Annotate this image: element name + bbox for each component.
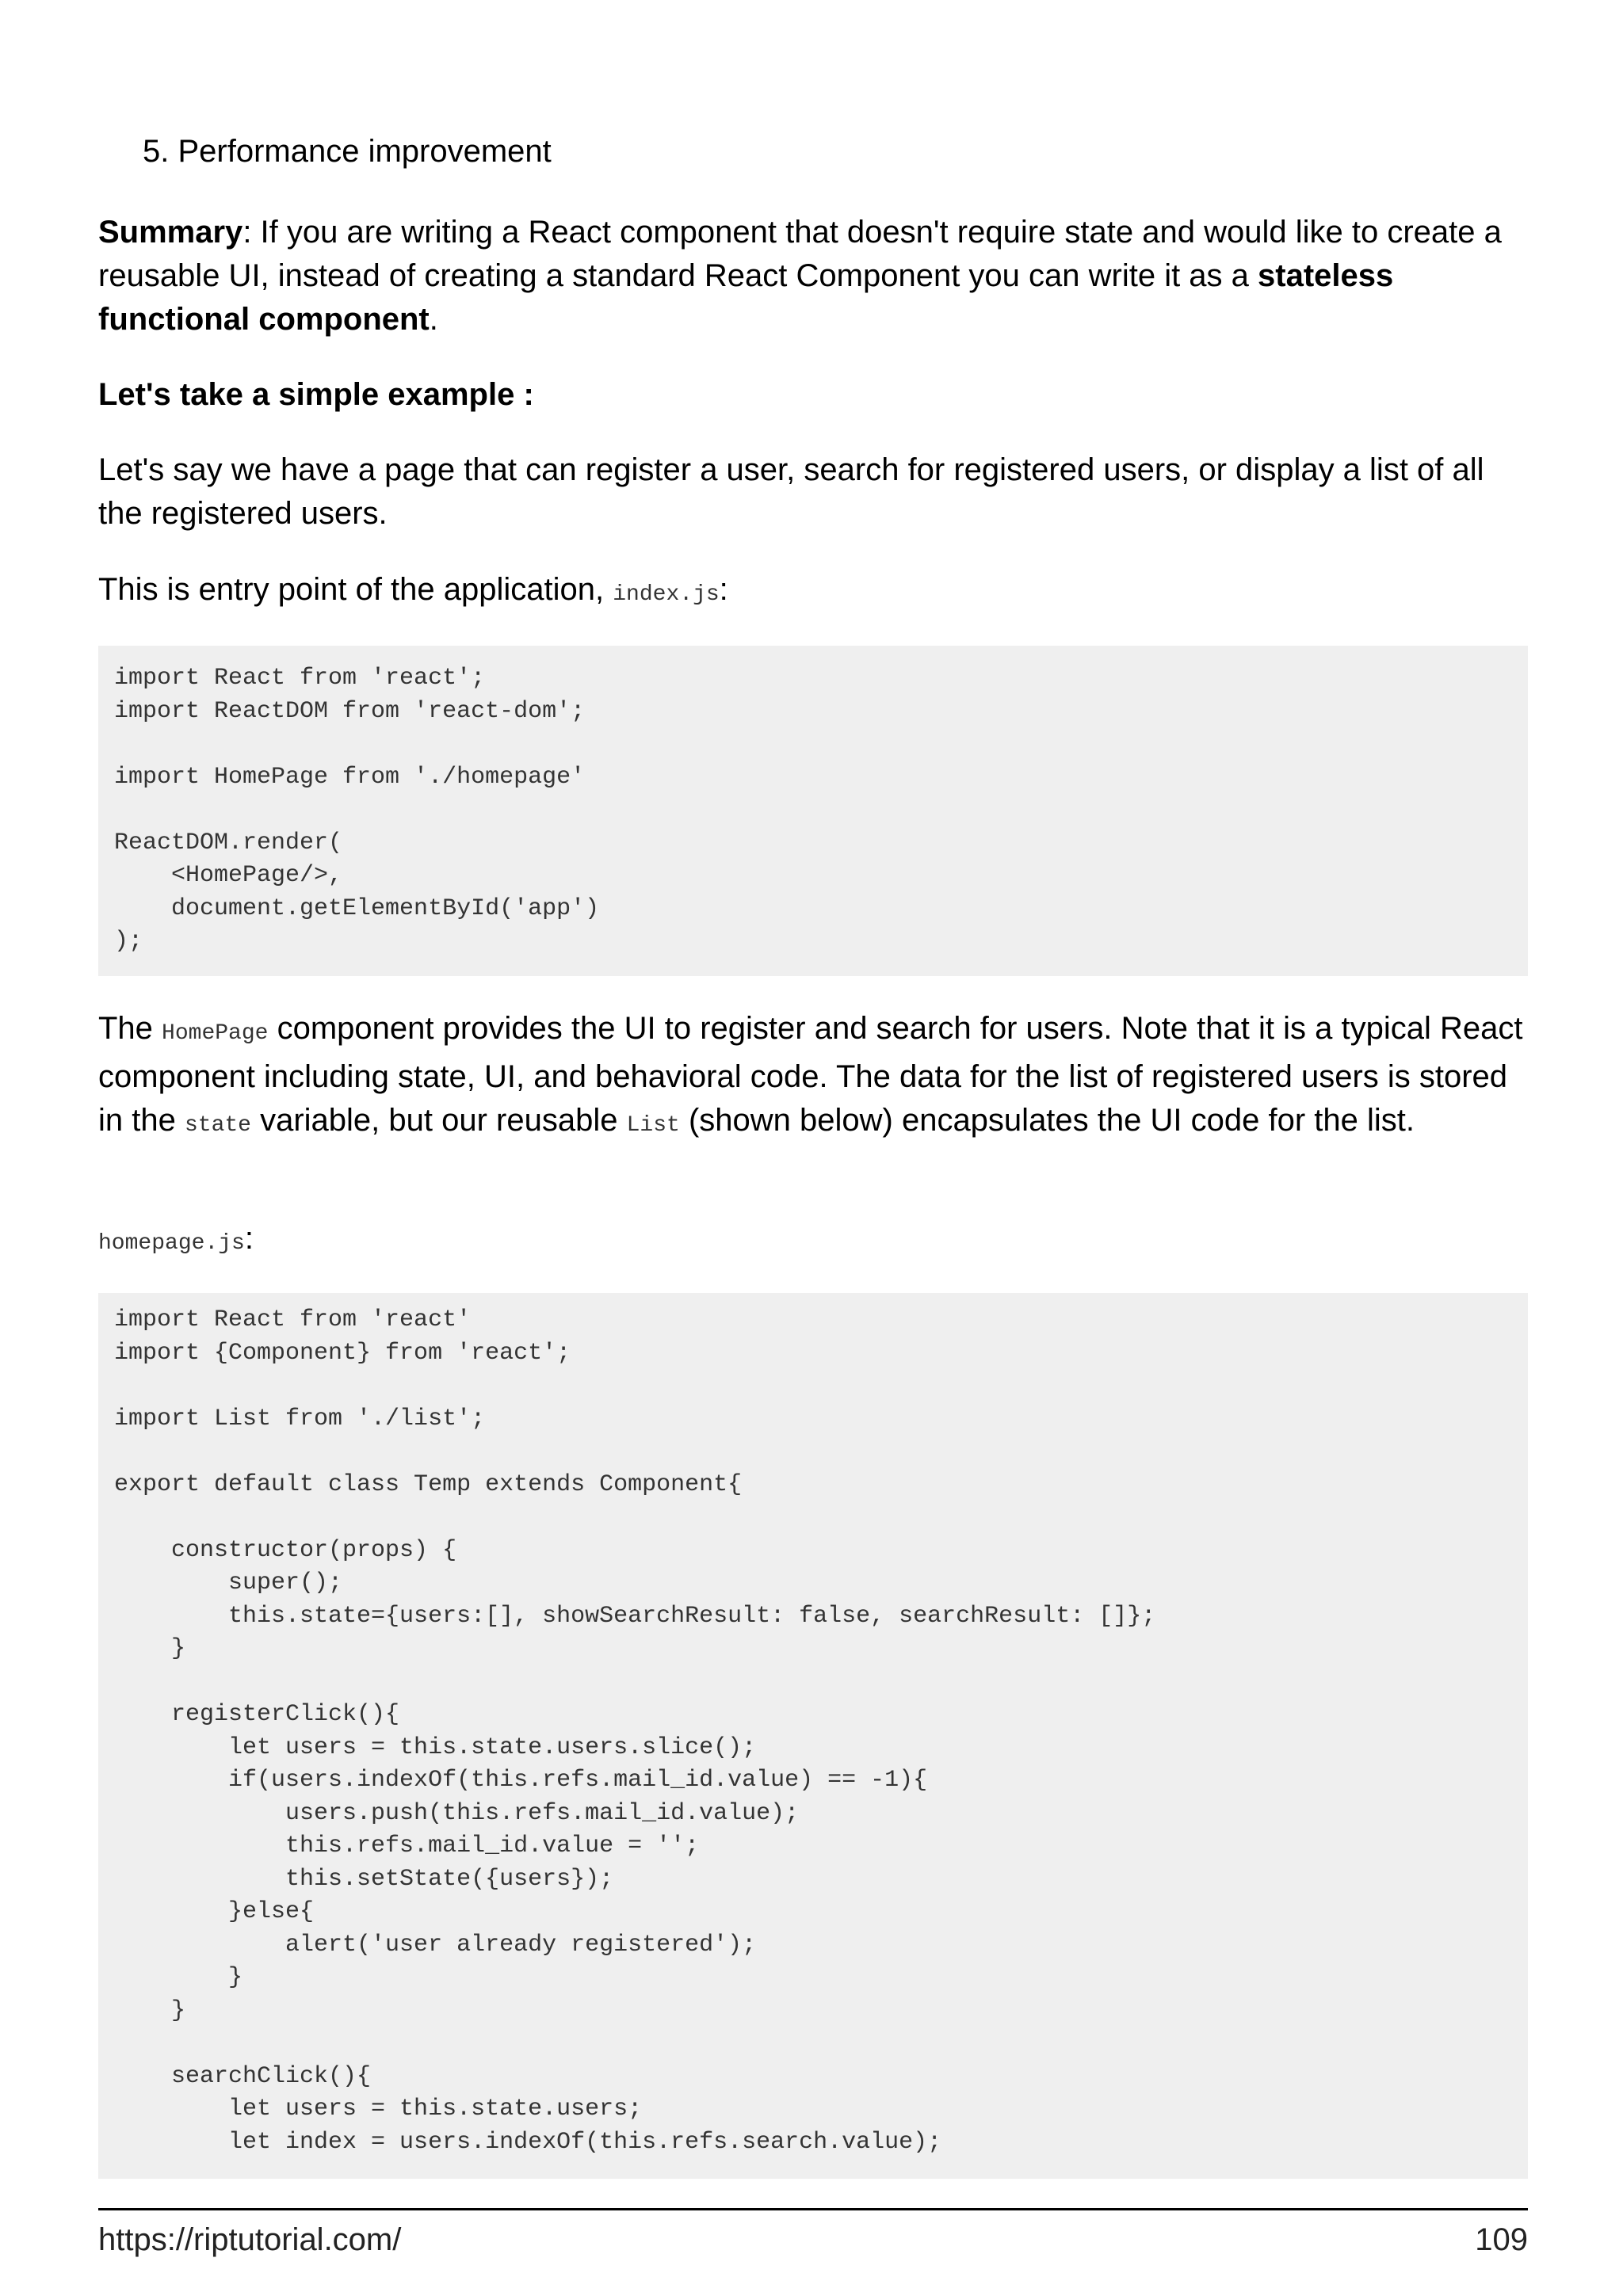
code-index-line: ReactDOM.render( [114,829,343,856]
homepage-file-label [98,1217,1525,1265]
code-homepage-line [114,2027,1512,2061]
code-homepage-line: } [114,1997,186,2024]
example-heading-text: Let's take a simple example : [98,377,534,412]
homepage-desc-text-2: component provides the UI to register and search for users. Note that it is a typical React component including state, UI, and behavioral code. The data for the list of registered users is stored in the [98,1011,1523,1138]
entry-point-suffix: : [719,572,728,607]
summary-label: Summary [98,215,243,250]
inline-code-state: state [184,1113,251,1138]
homepage-desc-text-3: variable, but our reusable [250,1103,627,1138]
inline-code-homepage: HomePage [162,1021,269,1046]
code-index-line: ); [114,928,143,955]
intro-paragraph: Let's say we have a page that can register a user, search for registered users, or display a list of all the registered users. [98,452,1484,531]
code-homepage-line: constructor(props) { [114,1536,457,1564]
code-homepage-line [114,1666,1512,1699]
footer-url: https://riptutorial.com/ [98,2222,402,2257]
code-homepage-line [114,1370,1512,1403]
list-item-performance [143,129,552,174]
code-homepage-line: let index = users.indexOf(this.refs.search.value); [114,2128,942,2156]
summary-text: : If you are writing a React component that doesn't require state and would like to create a reusable UI, instead of creating a standard React Component you can write it as a [98,215,1502,293]
homepage-desc-text-4: (shown below) encapsulates the UI code for the list. [679,1103,1415,1138]
code-index-line: import React from 'react'; [114,665,486,692]
code-homepage-line [114,1436,1512,1469]
code-homepage-line: import React from 'react' [114,1306,472,1333]
code-homepage-line: } [114,1964,243,1991]
code-homepage-line: searchClick(){ [114,2062,372,2090]
code-block-index-js [98,646,1528,976]
footer-page-number: 109 [1475,2222,1528,2257]
code-index-line [114,794,1512,827]
code-homepage-line [114,1501,1512,1535]
code-homepage-line: super(); [114,1569,343,1596]
code-homepage-line: export default class Temp extends Component{ [114,1470,743,1498]
code-homepage-line: registerClick(){ [114,1701,400,1728]
code-homepage-line: users.push(this.refs.mail_id.value); [114,1799,800,1827]
example-heading [98,373,1525,417]
inline-code-homepage-js: homepage.js [98,1231,245,1256]
list-item-number: 5. [143,134,170,169]
code-homepage-line: let users = this.state.users; [114,2096,643,2122]
homepage-desc-text-1: The [98,1011,162,1046]
code-block-homepage-js [98,1293,1528,2179]
homepage-description-paragraph [98,1007,1525,1147]
summary-bold-term: stateless functional component [98,258,1394,337]
inline-code-index-js: index.js [613,582,720,607]
summary-paragraph [98,211,1525,341]
code-index-line [114,728,1512,761]
inline-code-list: List [626,1113,680,1138]
entry-point-text: This is entry point of the application, [98,572,613,607]
code-homepage-line: import {Component} from 'react'; [114,1339,571,1367]
code-homepage-line: this.setState({users}); [114,1865,614,1893]
code-homepage-line: this.state={users:[], showSearchResult: false, searchResult: []}; [114,1602,1156,1630]
code-index-line: import HomePage from './homepage' [114,763,586,791]
code-homepage-line: }else{ [114,1898,315,1925]
homepage-file-suffix: : [244,1221,254,1256]
code-homepage-line: import List from './list'; [114,1405,486,1432]
list-item-text: Performance improvement [178,134,552,169]
code-homepage-line: this.refs.mail_id.value = ''; [114,1833,700,1859]
code-homepage-line: let users = this.state.users.slice(); [114,1733,757,1761]
code-index-line: <HomePage/>, [114,862,343,889]
code-homepage-line: if(users.indexOf(this.refs.mail_id.value) == -1){ [114,1767,928,1794]
code-homepage-line: } [114,1635,186,1662]
code-index-line: document.getElementById('app') [114,894,600,922]
code-index-line: import ReactDOM from 'react-dom'; [114,697,586,725]
footer-divider [98,2208,1528,2210]
code-homepage-line: alert('user already registered'); [114,1931,757,1958]
entry-point-paragraph [98,568,1525,616]
summary-end: . [429,302,438,337]
